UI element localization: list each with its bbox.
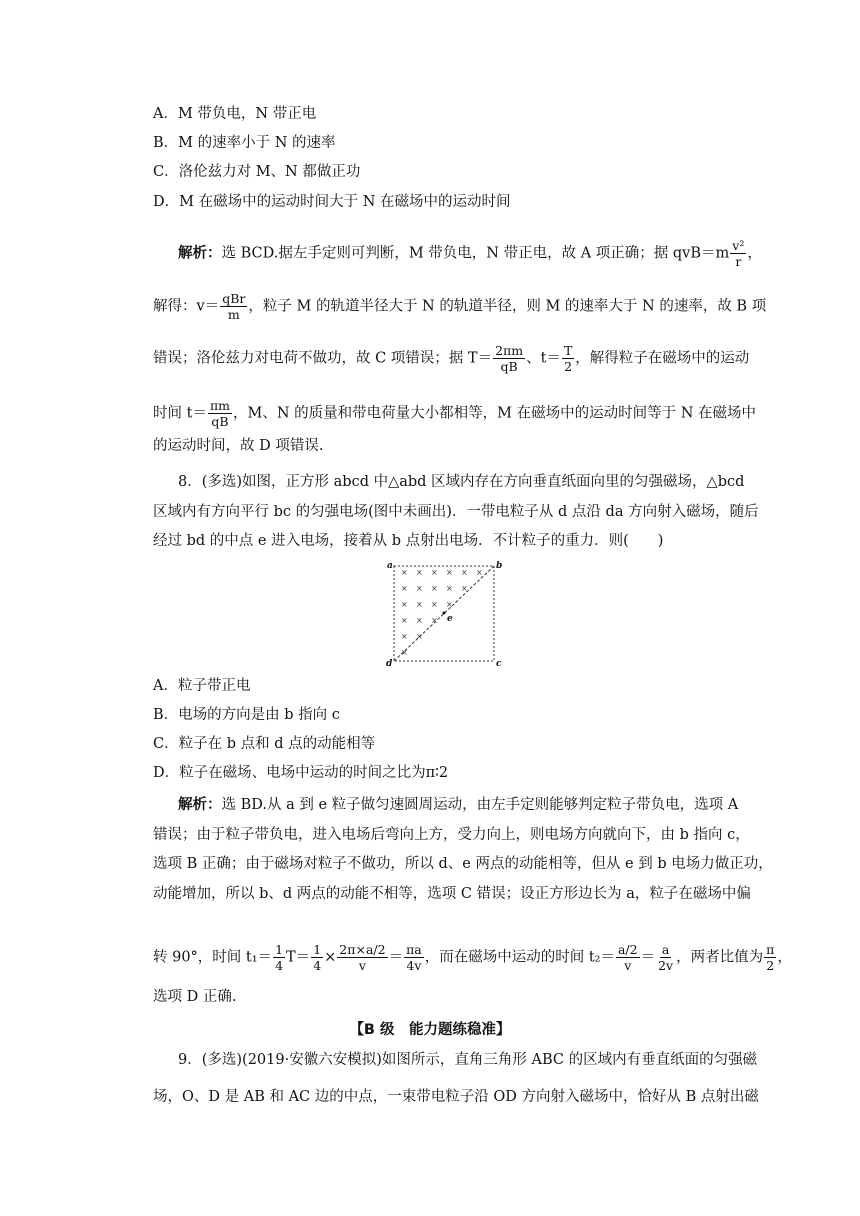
magnetic-field-crosses [401, 568, 483, 657]
svg-text:×: × [416, 600, 423, 609]
svg-text:×: × [431, 600, 438, 609]
fraction: $\frac{\pi}{2}$ [766, 942, 775, 973]
svg-text:×: × [446, 568, 453, 577]
fraction: $\frac{\text{qBr}}{m}$ [222, 291, 246, 322]
svg-text:×: × [461, 584, 468, 593]
label-d: d [386, 659, 393, 669]
svg-text:×: × [431, 616, 438, 625]
fraction: $\frac{2\pi m}{qB}$ [495, 343, 524, 374]
solution-7-line-5: 的运动时间，故 D 项错误. [153, 438, 324, 454]
question-9-line-2: 场，O、D 是 AB 和 AC 边的中点，一束带电粒子沿 OD 方向射入磁场中，恰好从 B 点射出磁 [153, 1089, 759, 1105]
solution-7-line-1: 解析：选 BCD.据左手定则可判断，M 带负电，N 带正电，故 A 项正确；据 qvB＝m $\frac{\text{v²}}{r}$ ， [178, 238, 762, 269]
solution-8-line-1: 解析：选 BD.从 a 到 e 粒子做匀速圆周运动，由左手定则能够判定粒子带负电，选项 A [178, 797, 739, 813]
solution-8-line-2: 错误；由于粒子带负电，进入电场后弯向上方，受力向上，则电场方向就向下，由 b 指向 c， [153, 827, 750, 843]
fraction: $\frac{2\pi\times a/2}{v}$ [339, 942, 386, 973]
svg-text:×: × [401, 632, 408, 641]
svg-text:×: × [401, 584, 408, 593]
solution-label: 解析： [178, 797, 222, 813]
fraction: $\frac{\pi a}{4v}$ [406, 942, 422, 973]
solution-8-line-6: 选项 D 正确. [153, 989, 237, 1005]
fraction: $\frac{1}{4}$ [275, 942, 284, 973]
svg-text:×: × [416, 616, 423, 625]
svg-text:×: × [446, 584, 453, 593]
svg-text:×: × [476, 568, 483, 577]
point-e [443, 612, 446, 615]
solution-7-line-2: 解得：v＝ $\frac{\text{qBr}}{m}$ ，粒子 M 的轨道半径大于 N 的轨道半径，则 M 的速率大于 N 的速率，故 B 项 [153, 291, 767, 322]
question-8-line-3: 经过 bd 的中点 e 进入电场，接着从 b 点射出电场．不计粒子的重力．则( ) [153, 533, 664, 549]
svg-text:×: × [401, 600, 408, 609]
fraction: $\frac{\text{v²}}{r}$ [732, 238, 745, 269]
label-b: b [496, 561, 503, 571]
fraction: $\frac{T}{2}$ [563, 343, 573, 374]
option-7b: B．M 的速率小于 N 的速率 [153, 135, 336, 151]
fraction: $\frac{1}{4}$ [313, 942, 322, 973]
option-8c: C．粒子在 b 点和 d 点的动能相等 [153, 736, 376, 752]
question-8-line-2: 区域内有方向平行 bc 的匀强电场(图中未画出)．一带电粒子从 d 点沿 da 方向射入磁场，随后 [153, 504, 759, 520]
svg-text:×: × [416, 584, 423, 593]
svg-text:×: × [446, 600, 453, 609]
option-7d: D．M 在磁场中的运动时间大于 N 在磁场中的运动时间 [153, 194, 511, 210]
svg-text:×: × [431, 584, 438, 593]
option-8d: D．粒子在磁场、电场中运动的时间之比为π∶2 [153, 765, 449, 781]
fraction: $\frac{\pi m}{qB}$ [209, 398, 231, 429]
solution-8-line-4: 动能增加，所以 b、d 两点的动能不相等，选项 C 错误；设正方形边长为 a，粒子在磁场中偏 [153, 886, 751, 902]
solution-7-line-4: 时间 t＝ $\frac{\pi m}{qB}$ ，M、N 的质量和带电荷量大小都相等，M 在磁场中的运动时间等于 N 在磁场中 [153, 398, 757, 429]
label-c: c [496, 659, 502, 669]
svg-text:×: × [401, 648, 408, 657]
label-e: e [447, 614, 453, 624]
option-8b: B．电场的方向是由 b 指向 c [153, 707, 340, 723]
svg-text:×: × [401, 616, 408, 625]
svg-text:×: × [416, 632, 423, 641]
square-field-diagram [384, 558, 508, 670]
option-7c: C．洛伦兹力对 M、N 都做正功 [153, 164, 361, 180]
svg-text:×: × [416, 568, 423, 577]
section-heading: 【B 级 能力题练稳准】 [349, 1022, 511, 1038]
fraction: $\frac{a}{2v}$ [658, 942, 674, 973]
svg-text:×: × [461, 568, 468, 577]
question-8-line-1: 8．(多选)如图，正方形 abcd 中△abd 区域内存在方向垂直纸面向里的匀强磁场，△bcd [178, 474, 745, 490]
question-9-line-1: 9．(多选)(2019·安徽六安模拟)如图所示，直角三角形 ABC 的区域内有垂直纸面的匀强磁 [178, 1052, 758, 1068]
solution-8-line-3: 选项 B 正确；由于磁场对粒子不做功，所以 d、e 两点的动能相等，但从 e 到 b 电场力做正功， [153, 856, 773, 872]
solution-8-line-5: 转 90°，时间 t₁＝ $\frac{1}{4}$ T＝ $\frac{1}{4}$ × $\frac{2\pi\times a/2}{v}$ ＝ $\frac{\pi a}{4v}$ ，而在磁场中运动的时间 t₂＝ $\frac{a/2}{v}$ ＝ $\frac{a}{2v}$ ，两者比值为 $\frac{\pi}{2}$ ， [153, 942, 792, 973]
option-7a: A．M 带负电，N 带正电 [153, 106, 317, 122]
svg-text:×: × [431, 568, 438, 577]
solution-label: 解析： [178, 245, 222, 262]
solution-7-line-3: 错误；洛伦兹力对电荷不做功，故 C 项错误；据 T＝ $\frac{2\pi m}{qB}$ 、t＝ $\frac{T}{2}$ ，解得粒子在磁场中的运动 [153, 343, 750, 374]
label-a: a [387, 561, 393, 571]
option-8a: A．粒子带正电 [153, 678, 251, 694]
fraction: $\frac{a/2}{v}$ [617, 942, 638, 973]
svg-text:×: × [401, 568, 408, 577]
